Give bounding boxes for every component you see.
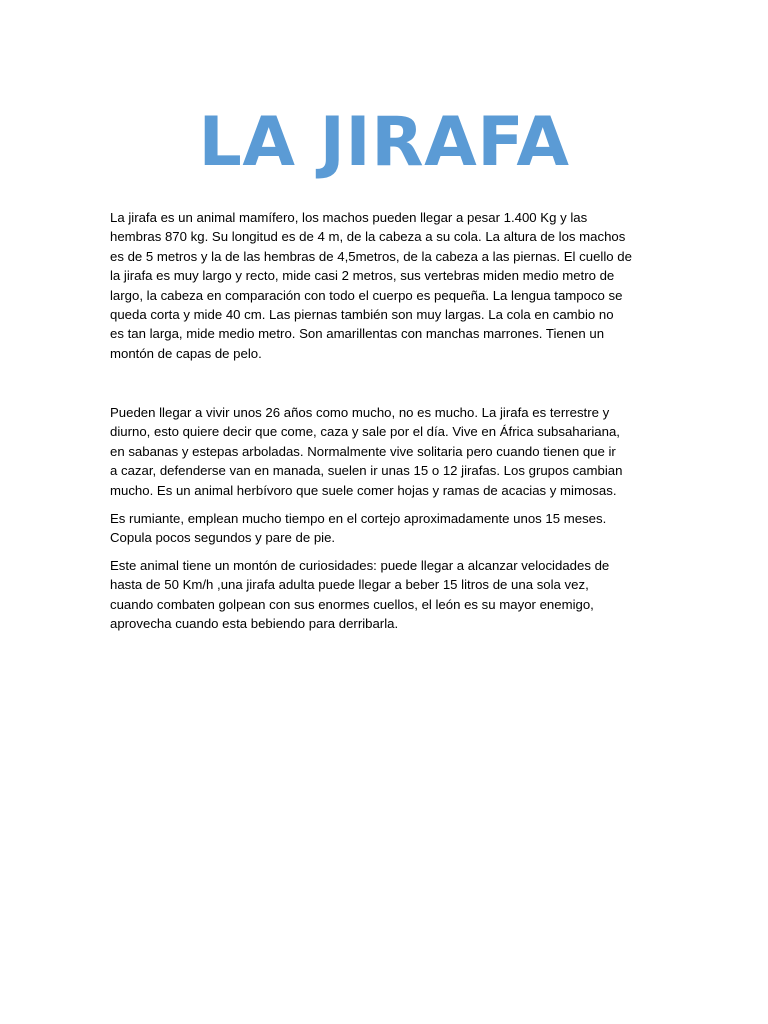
paragraph-curiosities — [110, 556, 609, 634]
paragraph-line: es tan larga, mide medio metro. Son amarillentas con manchas marrones. Tienen un — [110, 326, 605, 342]
paragraph-line: diurno, esto quiere decir que come, caza y sale por el día. Vive en África subsahariana, — [110, 424, 620, 440]
paragraph-line: cuando combaten golpean con sus enormes cuellos, el león es su mayor enemigo, — [110, 596, 594, 612]
paragraph-line: Pueden llegar a vivir unos 26 años como mucho, no es mucho. La jirafa es terrestre y — [110, 405, 610, 420]
paragraph-line: la jirafa es muy largo y recto, mide casi 2 metros, sus vertebras miden medio metro de — [110, 268, 615, 284]
paragraph-line: en sabanas y estepas arboladas. Normalmente vive solitaria pero cuando tienen que ir — [110, 443, 616, 459]
paragraph-description — [110, 208, 632, 363]
paragraph-line: a cazar, defenderse van en manada, suelen ir unas 15 o 12 jirafas. Los grupos cambian — [110, 463, 623, 479]
paragraph-line: Es rumiante, emplean mucho tiempo en el cortejo aproximadamente unos 15 meses. — [110, 511, 607, 526]
paragraph-line: largo, la cabeza en comparación con todo el cuerpo es pequeña. La lengua tampoco se — [110, 287, 623, 303]
paragraph-line: Este animal tiene un montón de curiosidades: puede llegar a alcanzar velocidades de — [110, 558, 610, 573]
paragraph-line: hembras 870 kg. Su longitud es de 4 m, de la cabeza a su cola. La altura de los machos — [110, 229, 626, 245]
paragraph-line: queda corta y mide 40 cm. Las piernas también son muy largas. La cola en cambio no — [110, 307, 614, 323]
paragraph-line: hasta de 50 Km/h ,una jirafa adulta puede llegar a beber 15 litros de una sola vez, — [110, 577, 589, 593]
paragraph-line: Copula pocos segundos y pare de pie. — [110, 530, 336, 546]
paragraph-reproduction — [110, 509, 606, 548]
paragraph-habitat — [110, 403, 622, 500]
paragraph-line: aprovecha cuando esta bebiendo para derribarla. — [110, 616, 399, 632]
paragraph-line: La jirafa es un animal mamífero, los machos pueden llegar a pesar 1.400 Kg y las — [110, 210, 588, 225]
paragraph-line: es de 5 metros y la de las hembras de 4,5metros, de la cabeza a las piernas. El cuello de — [110, 248, 632, 264]
paragraph-line: montón de capas de pelo. — [110, 345, 262, 361]
document-title: LA JIRAFA — [198, 103, 570, 182]
paragraph-line: mucho. Es un animal herbívoro que suele comer hojas y ramas de acacias y mimosas. — [110, 482, 617, 498]
